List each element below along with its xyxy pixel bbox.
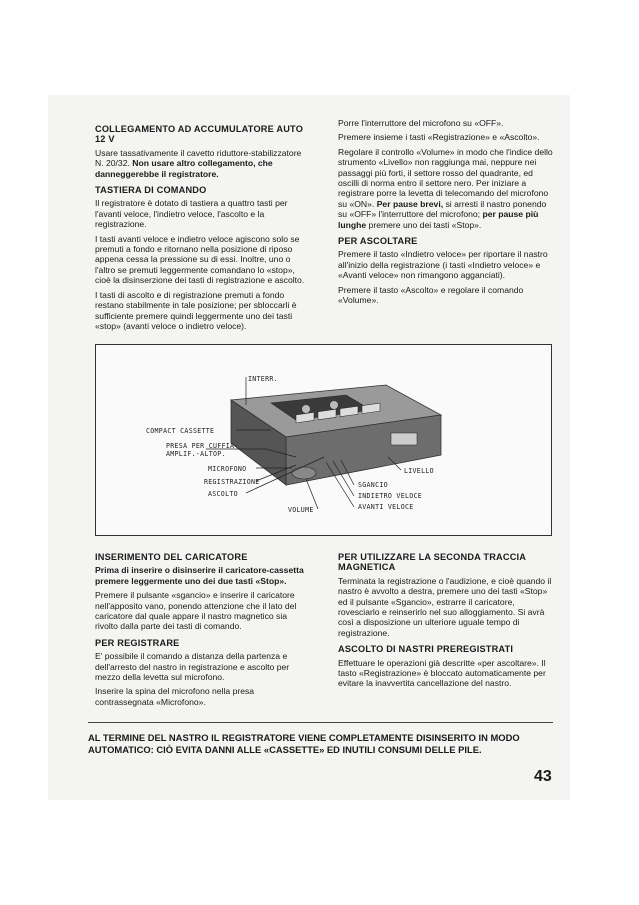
- text-run: Il registratore è dotato di tastiera a quattro tasti per l'avanti veloce, l'indietro veloce, l'ascolto e la registrazione.: [95, 198, 288, 230]
- label-compact-cassette: COMPACT CASSETTE: [146, 427, 215, 435]
- text-run: Premere il tasto «Ascolto» e regolare il comando «Volume».: [338, 284, 524, 306]
- text-run: Per pause brevi,: [376, 198, 444, 209]
- section-heading: PER REGISTRARE: [95, 637, 180, 648]
- section-heading: TASTIERA DI COMANDO: [95, 185, 207, 196]
- text-run: si arresti il nastro ponendo su «OFF» l'interruttore del microfono;: [338, 198, 547, 220]
- text-run: Usare tassativamente il cavetto riduttore-stabilizzatore N. 20/32.: [95, 147, 302, 169]
- text-run: Non usare altro collegamento, che danneggerebbe il registratore.: [95, 158, 273, 179]
- column-right-bottom: [338, 546, 553, 693]
- text-run: Porre l'interruttore del microfono su «OFF».: [338, 118, 504, 128]
- text-run: Premere insieme i tasti «Registrazione» e «Ascolto».: [338, 132, 540, 143]
- text-run: I tasti avanti veloce e indietro veloce agiscono solo se premuti a fondo e ritornano nella posizione di riposo appena cessa la pressione su di essi. Inoltre, uno o l'altro se premuti leggermente comandano lo «stop», cioè la disinserzione dei tasti di registrazione e ascolto.: [95, 233, 305, 286]
- label-sgancio: SGANCIO: [358, 481, 388, 489]
- column-right-top: [338, 118, 553, 310]
- label-presa-2: AMPLIF.-ALTOP.: [166, 450, 226, 458]
- column-left-top: [95, 118, 310, 335]
- device-illustration: [96, 345, 551, 535]
- text-run: Prima di inserire o disinserire il caricatore-cassetta premere leggermente uno dei due tasti «Stop».: [95, 565, 304, 586]
- text-run: Terminata la registrazione o l'audizione, e cioè quando il nastro è avvolto a destra, premere uno dei tasti «Stop» ed il pulsante «Sgancio», estrarre il caricatore, rovesciarlo e reinserirlo nel suo alloggiamento. Si avrà così a disposizione un ulteriore uguale tempo di registrazione.: [338, 575, 552, 638]
- text-run: Inserire la spina del microfono nella presa contrassegnata «Microfono».: [95, 686, 255, 707]
- paragraph: [338, 576, 553, 638]
- label-microfono: MICROFONO: [208, 465, 247, 473]
- page-number: 43: [534, 768, 552, 785]
- label-presa: PRESA PER CUFFIA-: [166, 442, 239, 450]
- column-left-bottom: [95, 546, 310, 711]
- footer-note: AL TERMINE DEL NASTRO IL REGISTRATORE VIENE COMPLETAMENTE DISINSERITO IN MODO AUTOMATICO: CIÒ EVITA DANNI ALLE «CASSETTE» ED INUTILI CONSUMI DELLE PILE.: [88, 732, 520, 755]
- text-run: Premere il tasto «Indietro veloce» per riportare il nastro all'inizio della registrazione (i tasti «Indietro veloce» e «Avanti veloce» non rimangono agganciati).: [338, 249, 548, 281]
- text-run: per pause più lunghe: [338, 209, 539, 230]
- paragraph: [338, 249, 553, 280]
- paragraph: [338, 658, 553, 689]
- text-run: E' possibile il comando a distanza della partenza e dell'arresto del nastro in registrazione e ascolto per mezzo della levetta sul microfono.: [95, 651, 290, 683]
- label-registrazione: REGISTRAZIONE: [204, 478, 260, 486]
- paragraph: [95, 565, 310, 586]
- label-volume: VOLUME: [288, 506, 314, 514]
- label-interr: INTERR.: [248, 375, 278, 383]
- footer-divider: [88, 722, 553, 723]
- text-run: premere uno dei tasti «Stop».: [366, 219, 482, 230]
- text-run: I tasti di ascolto e di registrazione premuti a fondo restano stabilmente in tale posizione; per sbloccarli è sufficiente premere quindi leggermente uno dei tasti «stop» (avanti veloce o indietro veloce).: [95, 289, 297, 331]
- paragraph: [95, 686, 310, 707]
- paragraph: [95, 148, 310, 179]
- text-run: Effettuare le operazioni già descritte «per ascoltare». Il tasto «Registrazione» è bloccato automaticamente per evitare la inavvertita cancellazione del nastro.: [338, 657, 546, 689]
- label-avanti-veloce: AVANTI VELOCE: [358, 503, 414, 511]
- section-heading: ASCOLTO DI NASTRI PREREGISTRATI: [338, 644, 514, 655]
- paragraph: [338, 132, 553, 142]
- paragraph: [95, 198, 310, 229]
- device-figure: [95, 344, 552, 536]
- section-heading: COLLEGAMENTO AD ACCUMULATORE AUTO 12 V: [95, 124, 304, 145]
- paragraph: [95, 234, 310, 286]
- text-run: Regolare il controllo «Volume» in modo che l'indice dello strumento «Livello» non raggiunga mai, neppure nei passaggi più forti, il settore rosso del quadrante, ed oscilli di norma entro il settore nero. Per iniziare a registrare porre la levetta di telecomando del microfono su «ON».: [338, 146, 553, 209]
- paragraph: [95, 590, 310, 632]
- paragraph: [338, 285, 553, 306]
- paragraph: [95, 290, 310, 332]
- paragraph: [95, 651, 310, 682]
- paragraph: [338, 147, 553, 230]
- text-run: Premere il pulsante «sgancio» e inserire il caricatore nell'apposito vano, ponendo attenzione che il lato del caricatore dal quale appare il nastro magnetico sia rivolto dalla parte dei tasti di comando.: [95, 590, 297, 632]
- section-heading: INSERIMENTO DEL CARICATORE: [95, 552, 248, 562]
- label-indietro-veloce: INDIETRO VELOCE: [358, 492, 423, 500]
- label-ascolto: ASCOLTO: [208, 490, 238, 498]
- label-livello: LIVELLO: [404, 467, 434, 475]
- paragraph: [338, 118, 553, 128]
- section-heading: PER UTILIZZARE LA SECONDA TRACCIA MAGNETICA: [338, 552, 526, 573]
- section-heading: PER ASCOLTARE: [338, 236, 418, 247]
